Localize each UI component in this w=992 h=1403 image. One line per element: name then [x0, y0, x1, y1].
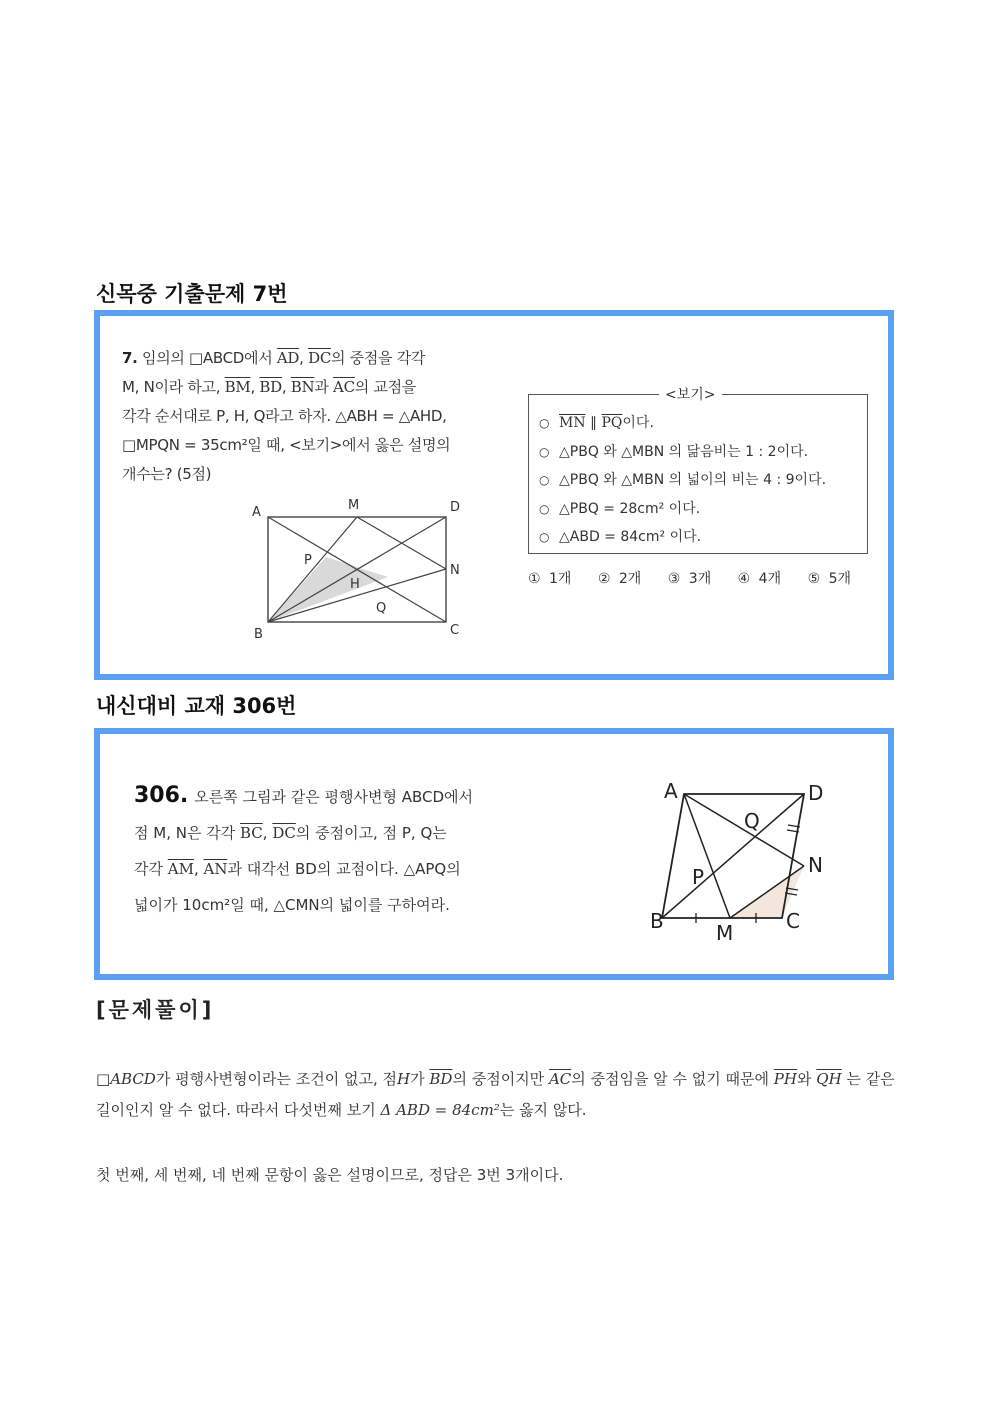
line-am — [684, 794, 730, 918]
label-p: P — [692, 865, 705, 889]
label-n: N — [450, 563, 460, 578]
segment-dc: $\overline{DC}$ — [308, 349, 331, 367]
solution-title: [문제풀이] — [96, 998, 215, 1022]
square-sign: □ — [96, 1070, 111, 1088]
shaded-triangle-pbq — [268, 557, 388, 622]
bullet-icon: ○ — [539, 473, 550, 487]
problem7-line1-end: 의 중점을 각각 — [331, 349, 426, 367]
segment-ac: $\overline{AC}$ — [333, 378, 355, 396]
choice-4: ④ 4개 — [737, 571, 782, 587]
segment-am: $\overline{AM}$ — [167, 860, 194, 878]
bogi-item-text: △ABD = 84cm² 이다. — [559, 529, 702, 545]
segment-dc: $\overline{DC}$ — [272, 824, 296, 842]
solution-paragraph-1 — [96, 1064, 906, 1126]
label-d: D — [450, 500, 461, 515]
segment-bm: $\overline{BM}$ — [224, 378, 251, 396]
bogi-item — [539, 495, 826, 524]
label-b: B — [650, 909, 664, 933]
problem7-line1: 임의의 □ABCD에서 — [142, 349, 273, 367]
bogi-list — [539, 409, 826, 552]
solution-text: 가 — [410, 1070, 425, 1088]
label-m: M — [716, 921, 734, 945]
solution-text: 의 중점이지만 — [452, 1070, 545, 1088]
solution-text: 가 평행사변형이라는 조건이 없고, 점 — [155, 1070, 398, 1088]
solution-text: 의 중점임을 알 수 없기 때문에 — [571, 1070, 770, 1088]
bullet-icon: ○ — [539, 501, 550, 516]
choice-3: ③ 3개 — [667, 571, 712, 587]
label-c: C — [450, 623, 460, 638]
bogi-item-text: △PBQ 와 △MBN 의 닮음비는 1 : 2이다. — [559, 443, 809, 460]
segment-an: $\overline{AN}$ — [203, 860, 228, 878]
problem306-number: 306. — [134, 783, 189, 808]
label-a: A — [664, 779, 678, 803]
bogi-title: <보기> — [659, 384, 722, 404]
math-formula: Δ ABD = 84cm² — [380, 1101, 500, 1119]
math-abcd: ABCD — [110, 1070, 156, 1088]
header-problem306: 내신대비 교재 306번 — [96, 694, 297, 718]
segment-qh: $\overline{QH}$ — [816, 1070, 842, 1088]
problem306-text: 306. 오른쪽 그림과 같은 평행사변형 ABCD에서 점 M, N은 각각 $\overline{BC}$, $\overline{DC}$의 중점이고, 점 P, Q는 각각 $\overline{AM}$, $\overline{AN}$과 대각선 BD의 교점이다. △APQ의 넓이가 10cm²일 때, △CMN의 넓이를 구하여라. — [134, 778, 494, 923]
bogi-item — [539, 438, 826, 467]
label-b: B — [254, 627, 263, 642]
bogi-item — [539, 409, 826, 438]
bullet-icon: ○ — [539, 530, 550, 544]
segment-pq: $\overline{PQ}$ — [601, 415, 623, 431]
label-a: A — [252, 505, 261, 520]
sep: , — [262, 824, 268, 842]
problem7-line5: 개수는? (5점) — [122, 465, 212, 483]
bogi-item — [539, 466, 826, 495]
label-q: Q — [744, 809, 760, 833]
problem306-line3a: 각각 — [134, 860, 163, 878]
segment-mn: $\overline{MN}$ — [559, 415, 586, 431]
problem7-box — [94, 310, 894, 680]
problem7-line2b: 과 — [314, 378, 329, 396]
problem306-figure — [652, 776, 842, 946]
answer-choices — [528, 568, 869, 588]
problem7-number: 7. — [122, 349, 138, 367]
bogi-item-text: △PBQ 와 △MBN 의 넓이의 비는 4 : 9이다. — [559, 472, 827, 488]
problem306-line4: 넓이가 10cm²일 때, △CMN의 넓이를 구하여라. — [134, 896, 450, 914]
problem306-line1: 오른쪽 그림과 같은 평행사변형 ABCD에서 — [194, 788, 474, 806]
choice-2: ② 2개 — [597, 571, 642, 587]
choice-1: ① 1개 — [528, 571, 572, 587]
segment-bd: $\overline{BD}$ — [429, 1070, 453, 1088]
label-q: Q — [376, 601, 387, 616]
bogi-item-text: △PBQ = 28cm² 이다. — [559, 500, 701, 517]
problem7-line4: □MPQN = 35cm²일 때, <보기>에서 옳은 설명의 — [122, 436, 451, 454]
label-d: D — [808, 781, 824, 805]
sep: , — [299, 349, 304, 367]
bogi-item-text: 이다. — [622, 415, 654, 431]
label-p: P — [304, 553, 312, 568]
bogi-box — [528, 387, 868, 554]
problem7-text: 7. 임의의 □ABCD에서 $\overline{AD}$, $\overline{DC}$의 중점을 각각 M, N이라 하고, $\overline{BM}$, $\overline{BD}$, $\overline{BN}$과 $\overline{AC}$의 교점을 각각 순서대로 P, H, Q라고 하자. △ABH = △AHD, □MPQN = 35cm²일 때, <보기>에서 옳은 설명의 개수는? (5점) — [122, 344, 492, 489]
label-h: H — [350, 577, 360, 592]
parallel-sign: ∥ — [585, 415, 602, 431]
solution-text: 는 같은 길이인지 알 수 없다. 따라서 다섯번째 보기 — [96, 1070, 895, 1119]
label-m: M — [348, 498, 360, 513]
segment-bn: $\overline{BN}$ — [290, 378, 315, 396]
segment-ac: $\overline{AC}$ — [548, 1070, 572, 1088]
problem7-figure — [240, 492, 500, 642]
solution-text: 는 옳지 않다. — [499, 1101, 587, 1119]
segment-bd: $\overline{BD}$ — [259, 378, 282, 396]
problem7-line2a: M, N이라 하고, — [122, 378, 221, 396]
header-problem7: 신목중 기출문제 7번 — [96, 282, 288, 306]
solution-paragraph-2: 첫 번째, 세 번째, 네 번째 문항이 옳은 설명이므로, 정답은 3번 3개이다. — [96, 1166, 564, 1184]
bullet-icon: ○ — [539, 444, 550, 459]
solution-text: 와 — [796, 1070, 812, 1088]
choice-5: ⑤ 5개 — [807, 571, 851, 587]
label-n: N — [808, 853, 823, 877]
problem306-line2a: 점 M, N은 각각 — [134, 824, 236, 842]
problem7-line3: 각각 순서대로 P, H, Q라고 하자. △ABH = △AHD, — [122, 407, 447, 425]
segment-bc: $\overline{BC}$ — [239, 824, 263, 842]
segment-ad: $\overline{AD}$ — [276, 349, 300, 367]
label-c: C — [786, 909, 800, 933]
problem7-line2c: 의 교점을 — [354, 378, 416, 396]
problem306-line3b: 과 대각선 BD의 교점이다. △APQ의 — [227, 860, 461, 878]
bullet-icon: ○ — [539, 416, 550, 430]
bogi-item — [539, 523, 826, 552]
math-h: H — [397, 1070, 411, 1088]
problem306-box — [94, 728, 894, 980]
segment-ph: $\overline{PH}$ — [773, 1070, 797, 1088]
problem306-line2b: 의 중점이고, 점 P, Q는 — [295, 824, 447, 842]
